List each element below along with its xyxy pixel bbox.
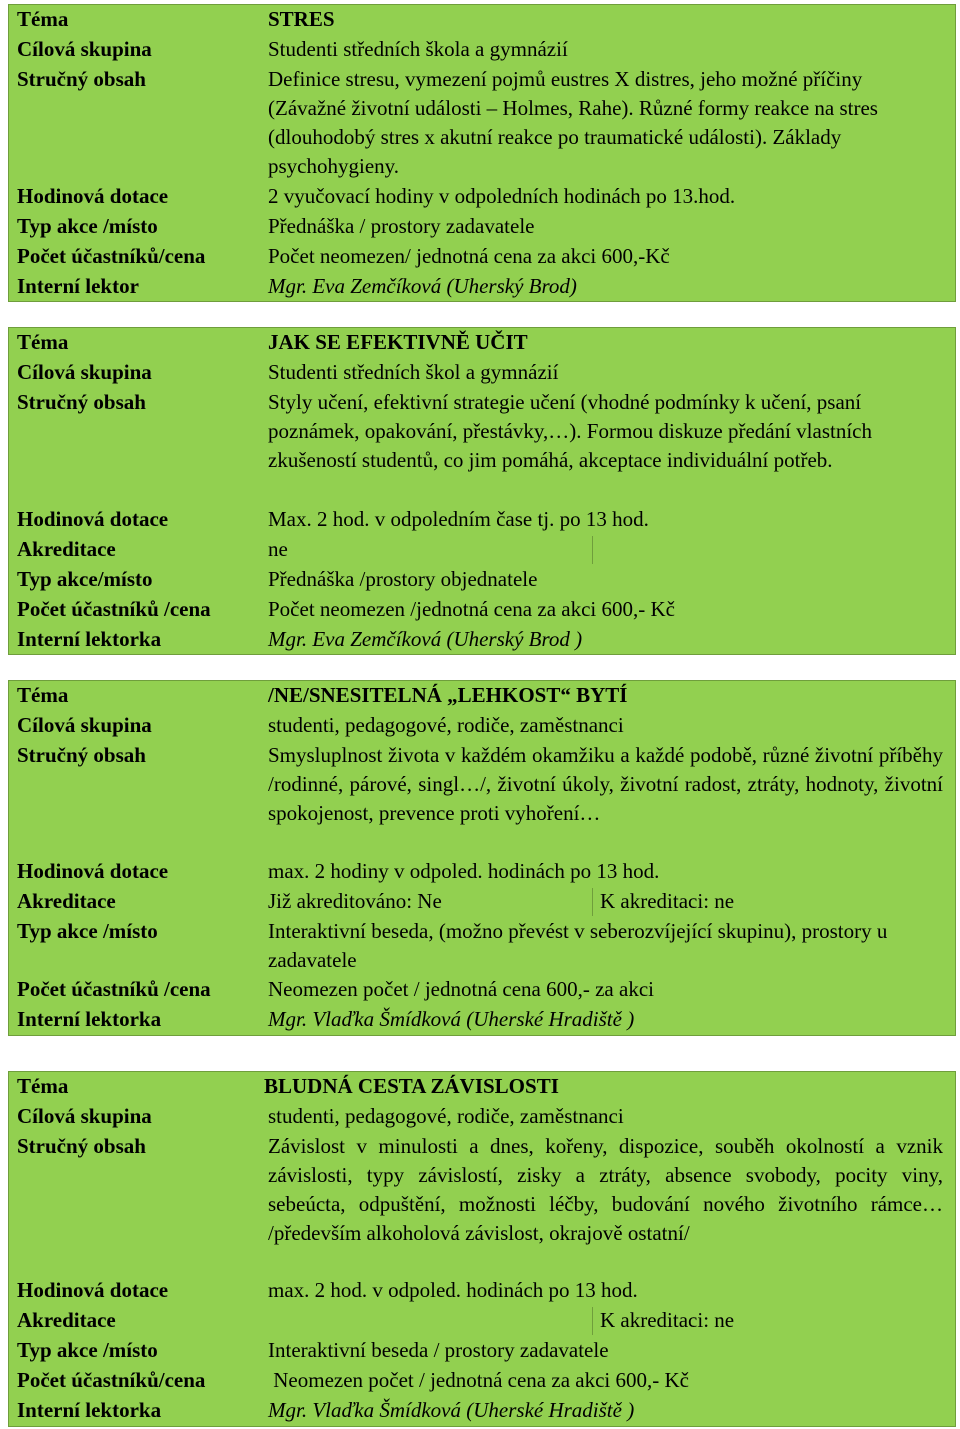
row-typ-akce	[9, 917, 955, 975]
label-strucny-obsah: Stručný obsah	[17, 67, 146, 91]
label-pocet-ucastniku: Počet účastníků/cena	[17, 244, 206, 268]
row-pocet-ucastniku	[9, 242, 955, 272]
value-tema: BLUDNÁ CESTA ZÁVISLOSTI	[264, 1074, 559, 1098]
value-typ-akce: Interaktivní beseda / prostory zadavatele	[268, 1338, 609, 1362]
row-strucny-obsah	[9, 65, 955, 182]
value-typ-akce: Přednáška /prostory objednatele	[268, 567, 538, 591]
label-typ-akce: Typ akce/místo	[17, 567, 153, 591]
value-lektor: Mgr. Eva Zemčíková (Uherský Brod )	[268, 627, 583, 651]
row-tema	[9, 1072, 955, 1102]
akreditace-pending: K akreditaci: ne	[600, 1308, 735, 1332]
row-lektor	[9, 625, 955, 655]
row-hodinova-dotace	[9, 182, 955, 212]
row-akreditace	[9, 1306, 955, 1336]
akreditace-pending: K akreditaci: ne	[600, 889, 735, 913]
row-cilova-skupina	[9, 711, 955, 741]
value-lektor: Mgr. Vlaďka Šmídková (Uherské Hradiště )	[268, 1398, 635, 1422]
value-cilova-skupina: Studenti středních škol a gymnázií	[268, 360, 559, 384]
row-lektor	[9, 1396, 955, 1426]
value-akreditace	[260, 535, 955, 565]
value-pocet-ucastniku: Počet neomezen/ jednotná cena za akci 600,-Kč	[268, 244, 670, 268]
row-tema	[9, 681, 955, 711]
label-hodinova-dotace: Hodinová dotace	[17, 184, 169, 208]
row-pocet-ucastniku	[9, 1366, 955, 1396]
row-akreditace	[9, 535, 955, 565]
label-strucny-obsah: Stručný obsah	[17, 743, 146, 767]
row-hodinova-dotace	[9, 1276, 955, 1306]
course-card-jak-se-ucit	[8, 327, 956, 655]
row-strucny-obsah	[9, 741, 955, 857]
label-tema: Téma	[17, 1074, 69, 1098]
label-lektor: Interní lektorka	[17, 627, 162, 651]
label-lektor: Interní lektor	[17, 274, 139, 298]
row-cilova-skupina	[9, 358, 955, 388]
label-akreditace: Akreditace	[17, 889, 116, 913]
label-typ-akce: Typ akce /místo	[17, 214, 158, 238]
akreditace-current: ne	[268, 537, 288, 561]
course-card-stres	[8, 4, 956, 302]
value-typ-akce: Interaktivní beseda, (možno převést v seberozvíjející skupinu), prostory u zadavatele	[268, 919, 888, 972]
value-hodinova-dotace: max. 2 hodiny v odpoled. hodinách po 13 hod.	[268, 859, 660, 883]
value-hodinova-dotace: Max. 2 hod. v odpoledním čase tj. po 13 hod.	[268, 507, 649, 531]
akreditace-current	[268, 1306, 598, 1336]
value-akreditace	[260, 1306, 955, 1336]
value-strucny-obsah: Definice stresu, vymezení pojmů eustres X distres, jeho možné příčiny (Závažné životní události – Holmes, Rahe). Různé formy reakce na stres (dlouhodobý stres x akutní reakce po traumatické události). Základy psychohygieny.	[268, 67, 878, 178]
row-typ-akce	[9, 565, 955, 595]
akreditace-divider	[592, 888, 593, 916]
value-cilova-skupina: Studenti středních škola a gymnázií	[268, 37, 568, 61]
label-lektor: Interní lektorka	[17, 1007, 162, 1031]
label-hodinova-dotace: Hodinová dotace	[17, 507, 169, 531]
row-typ-akce	[9, 212, 955, 242]
row-lektor	[9, 272, 955, 302]
row-tema	[9, 5, 955, 35]
row-cilova-skupina	[9, 35, 955, 65]
value-pocet-ucastniku: Počet neomezen /jednotná cena za akci 600,- Kč	[268, 597, 675, 621]
row-hodinova-dotace	[9, 505, 955, 535]
row-pocet-ucastniku	[9, 975, 955, 1005]
label-tema: Téma	[17, 683, 69, 707]
label-strucny-obsah: Stručný obsah	[17, 390, 146, 414]
value-cilova-skupina: studenti, pedagogové, rodiče, zaměstnanci	[268, 1104, 624, 1128]
row-typ-akce	[9, 1336, 955, 1366]
value-lektor: Mgr. Eva Zemčíková (Uherský Brod)	[268, 274, 577, 298]
value-akreditace	[260, 887, 955, 917]
label-cilova-skupina: Cílová skupina	[17, 360, 152, 384]
value-hodinova-dotace: max. 2 hod. v odpoled. hodinách po 13 hod.	[268, 1278, 638, 1302]
label-cilova-skupina: Cílová skupina	[17, 1104, 152, 1128]
label-cilova-skupina: Cílová skupina	[17, 37, 152, 61]
label-typ-akce: Typ akce /místo	[17, 1338, 158, 1362]
akreditace-current: Již akreditováno: Ne	[268, 889, 442, 913]
value-tema: STRES	[268, 7, 335, 31]
label-typ-akce: Typ akce /místo	[17, 919, 158, 943]
value-strucny-obsah: Závislost v minulosti a dnes, kořeny, dispozice, souběh okolností a vznik závislosti, typy závislostí, zisky a ztráty, absence svobody, pocity viny, sebeúcta, odpuštění, možnosti léčby, budování nového životního rámce… /především alkoholová závislost, okrajově ostatní/	[268, 1134, 943, 1245]
value-strucny-obsah: Smysluplnost života v každém okamžiku a každé podobě, různé životní příběhy /rodinné, párové, singl…/, životní úkoly, životní radost, ztráty, hodnoty, životní spokojenost, prevence proti vyhoření…	[268, 743, 943, 825]
label-akreditace: Akreditace	[17, 537, 116, 561]
row-strucny-obsah	[9, 1132, 955, 1276]
label-tema: Téma	[17, 7, 69, 31]
row-pocet-ucastniku	[9, 595, 955, 625]
row-tema	[9, 328, 955, 358]
value-cilova-skupina: studenti, pedagogové, rodiče, zaměstnanci	[268, 713, 624, 737]
row-akreditace	[9, 887, 955, 917]
label-pocet-ucastniku: Počet účastníků /cena	[17, 597, 211, 621]
label-pocet-ucastniku: Počet účastníků/cena	[17, 1368, 206, 1392]
label-hodinova-dotace: Hodinová dotace	[17, 1278, 169, 1302]
label-strucny-obsah: Stručný obsah	[17, 1134, 146, 1158]
label-akreditace: Akreditace	[17, 1308, 116, 1332]
value-tema: /NE/SNESITELNÁ „LEHKOST“ BYTÍ	[268, 683, 628, 707]
value-typ-akce: Přednáška / prostory zadavatele	[268, 214, 535, 238]
value-tema: JAK SE EFEKTIVNĚ UČIT	[268, 330, 528, 354]
label-lektor: Interní lektorka	[17, 1398, 162, 1422]
label-pocet-ucastniku: Počet účastníků /cena	[17, 977, 211, 1001]
akreditace-pending	[588, 535, 598, 565]
value-pocet-ucastniku: Neomezen počet / jednotná cena za akci 600,- Kč	[268, 1368, 689, 1392]
value-hodinova-dotace: 2 vyučovací hodiny v odpoledních hodinách po 13.hod.	[268, 184, 736, 208]
akreditace-divider	[592, 536, 593, 564]
row-hodinova-dotace	[9, 857, 955, 887]
value-strucny-obsah: Styly učení, efektivní strategie učení (vhodné podmínky k učení, psaní poznámek, opakování, přestávky,…). Formou diskuze předání vlastních zkušeností studentů, co jim pomáhá, akceptace individuální potřeb.	[268, 390, 872, 472]
course-card-bludna-cesta	[8, 1071, 956, 1427]
course-card-lehkost-byti	[8, 680, 956, 1036]
label-hodinova-dotace: Hodinová dotace	[17, 859, 169, 883]
row-lektor	[9, 1005, 955, 1035]
row-cilova-skupina	[9, 1102, 955, 1132]
value-lektor: Mgr. Vlaďka Šmídková (Uherské Hradiště )	[268, 1007, 635, 1031]
value-pocet-ucastniku: Neomezen počet / jednotná cena 600,- za akci	[268, 977, 654, 1001]
row-strucny-obsah	[9, 388, 955, 505]
label-cilova-skupina: Cílová skupina	[17, 713, 152, 737]
akreditace-divider	[592, 1307, 593, 1335]
label-tema: Téma	[17, 330, 69, 354]
